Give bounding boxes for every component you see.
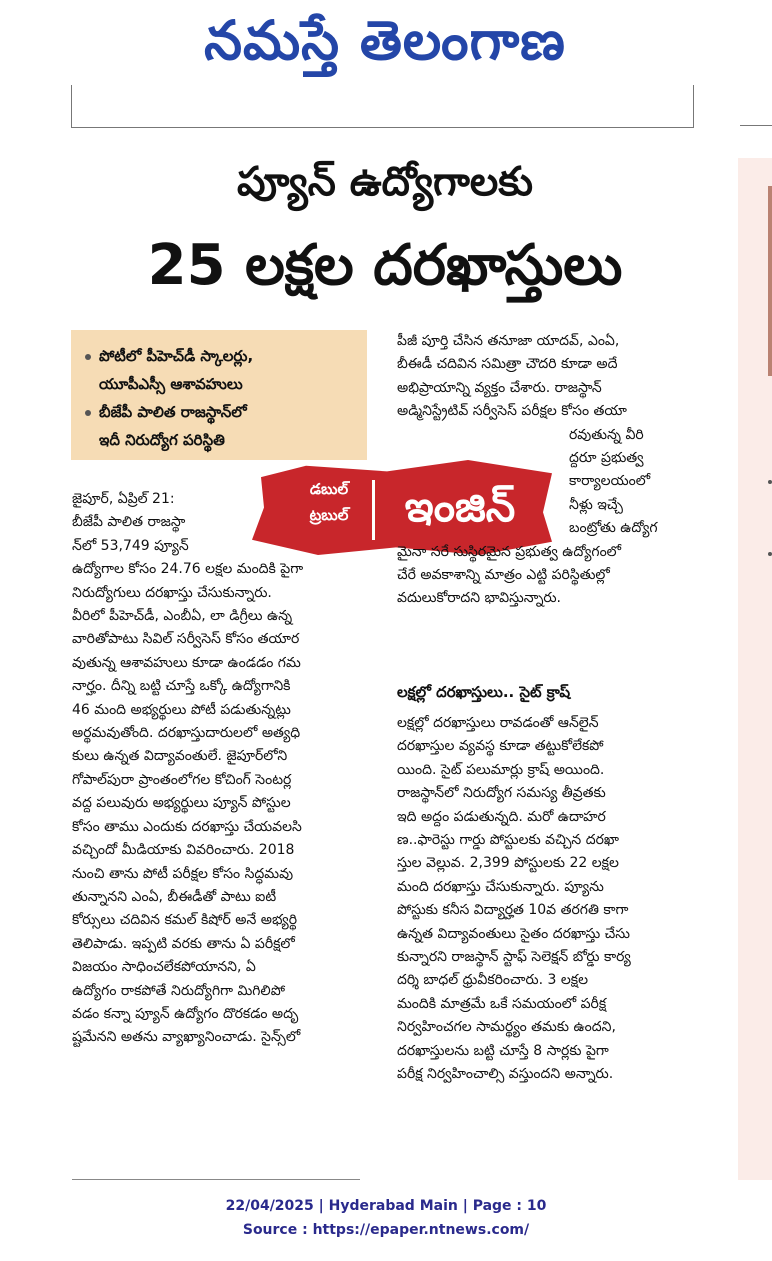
text-line: పోస్టుకు కనీస విద్యార్హత 10వ తరగతి కాగా (397, 902, 629, 919)
text-line: కున్నారని రాజస్థాన్ స్టాఫ్ సెలెక్షన్ బోర్డు కార్య (397, 949, 631, 966)
text-line: వచ్చిందో మీడియాకు వివరించారు. 2018 (72, 842, 295, 859)
text-line: లక్షల్లో దరఖాస్తులు రావడంతో ఆన్‌లైన్ (397, 715, 599, 731)
text-line: రాజస్థాన్‌లో నిరుద్యోగ సమస్య తీవ్రతకు (397, 785, 606, 802)
highlight-item: బీజేపీ పాలిత రాజస్థాన్‌లో ఇదీ నిరుద్యోగ పరిస్థితి (85, 398, 247, 454)
text-line: మందికి మాత్రమే ఒకే సమయంలో పరీక్ష (397, 995, 607, 1012)
footer-source: Source : https://epaper.ntnews.com/ (242, 1222, 530, 1238)
text-line: వద్ద పలువురు అభ్యర్థులు ప్యూన్ పోస్టుల (72, 795, 291, 812)
bullet-icon (85, 354, 91, 360)
text-line: బంట్రోతు ఉద్యోగ (569, 520, 658, 537)
article-column-right-top (397, 330, 697, 611)
article-subhead: లక్షల్లో దరఖాస్తులు.. సైట్ క్రాష్ (397, 683, 571, 701)
text-line: పరీక్ష నిర్వహించాల్సి వస్తుందని అన్నారు. (397, 1066, 614, 1083)
text-line: ఉద్యోగం రాకపోతే నిరుద్యోగిగా మిగిలిపో (72, 982, 285, 999)
text-line: కార్యాలయంలో (569, 473, 651, 490)
side-bullet-icon (768, 480, 772, 484)
text-line: ఉద్యోగాల కోసం 24.76 లక్షల మందికి పైగా (72, 561, 304, 578)
text-line: నుంచి తాను పోటీ పరీక్షల కోసం సిద్ధమవు (72, 865, 294, 882)
footer-date-page: 22/04/2025 | Hyderabad Main | Page : 10 (225, 1198, 547, 1214)
bullet-icon (85, 410, 91, 416)
text-line: మంది దరఖాస్తు చేసుకున్నారు. ప్యూను (397, 878, 604, 895)
text-line: వుతున్న ఆశావహులు కూడా ఉండడం గమ (72, 654, 301, 671)
text-line: ద్దరూ ప్రభుత్వ (569, 450, 644, 467)
headline-line-2: 25 లక్షల దరఖాస్తులు (147, 233, 623, 298)
text-line: బీజేపీ పాలిత రాజస్థా (72, 514, 186, 531)
graphic-caption-small: డబుల్ ట్రబుల్ (309, 480, 349, 524)
article-column-left (72, 488, 362, 1050)
highlights-box (71, 330, 367, 460)
highlight-item: పోటీలో పీహెచ్‌డీ స్కాలర్లు, యూపీఎస్సీ ఆశావహులు (85, 342, 253, 398)
text-line: అర్థమవుతోంది. దరఖాస్తుదారులలో అత్యధి (72, 725, 301, 742)
side-bullet-icon (768, 552, 772, 556)
text-line: గోపాల్‌పురా ప్రాంతంలోగల కోచింగ్ సెంటర్ల (72, 771, 292, 788)
text-line: వారితోపాటు సివిల్ సర్వీసెస్ కోసం తయార (72, 631, 300, 648)
text-line: పీజీ పూర్తి చేసిన తనూజా యాదవ్, ఎంఏ, (397, 333, 620, 349)
masthead-logo: నమస్తే తెలంగాణ (204, 9, 566, 72)
text-line: జైపూర్, ఏప్రిల్ 21: (72, 491, 175, 507)
text-line: తున్నానని ఎంఏ, బీఈడీతో పాటు ఐటీ (72, 888, 277, 905)
text-line: 46 మంది అభ్యర్థులు పోటీ పడుతున్నట్లు (72, 701, 291, 718)
text-line: నార్హం. దీన్ని బట్టి చూస్తే ఒక్కో ఉద్యోగానికి (72, 678, 291, 695)
text-line: తెలిపాడు. ఇప్పటి వరకు తాను ఏ పరీక్షలో (72, 935, 295, 952)
graphic-divider (372, 480, 375, 540)
adjacent-article-strip (738, 158, 772, 1180)
text-line: వీరిలో పీహెచ్‌డీ, ఎంబీఏ, లా డిగ్రీలు ఉన్న (72, 608, 293, 625)
text-line: నిరుద్యోగులు దరఖాస్తు చేసుకున్నారు. (72, 584, 272, 601)
text-line: అభిప్రాయాన్ని వ్యక్తం చేశారు. రాజస్థాన్ (397, 379, 602, 396)
text-line: బీఈడీ చదివిన సమిత్రా చౌదరి కూడా అదే (397, 356, 618, 373)
top-frame (71, 85, 694, 128)
text-line: వడం కన్నా ప్యూన్ ఉద్యోగం దొరకడం అదృ (72, 1005, 299, 1022)
text-line: మైనా సరే సుస్థిరమైన ప్రభుత్వ ఉద్యోగంలో (397, 543, 622, 560)
text-line: నిర్వహించగల సామర్థ్యం తమకు ఉందని, (397, 1019, 616, 1036)
headline-line-1: ప్యూన్ ఉద్యోగాలకు (237, 159, 533, 205)
text-line: దరఖాస్తుల వ్యవస్థ కూడా తట్టుకోలేకపో (397, 738, 604, 755)
side-rule (740, 125, 772, 126)
text-line: ఇది అద్దం పడుతున్నది. మరో ఉదాహర (397, 808, 606, 825)
text-line: రవుతున్న వీరి (569, 426, 644, 443)
text-line: కోసం తాము ఎందుకు దరఖాస్తు చేయవలసి (72, 818, 302, 835)
text-line: అడ్మినిస్ట్రేటివ్ సర్వీసెస్ పరీక్షల కోసం తయా (397, 403, 627, 420)
text-line: చేరే అవకాశాన్ని మాత్రం ఎట్టి పరిస్థితుల్లో (397, 567, 610, 584)
text-line: వదులుకోరాదని భావిస్తున్నారు. (397, 590, 562, 607)
text-line: యింది. సైట్ పలుమార్లు క్రాష్ అయింది. (397, 761, 605, 778)
text-line: ణ..ఫారెస్టు గార్డు పోస్టులకు వచ్చిన దరఖా (397, 832, 619, 849)
text-line: కోర్సులు చదివిన కమల్ కిషోర్ అనే అభ్యర్థి (72, 912, 297, 929)
text-line: నీళ్లు ఇచ్చే (569, 496, 623, 513)
text-line: దరఖాస్తులను బట్టి చూస్తే 8 సార్లకు పైగా (397, 1042, 609, 1059)
text-line: న్‌లో 53,749 ప్యూన్ (72, 537, 189, 554)
text-line: ష్టమేనని అతను వ్యాఖ్యానించాడు. సైన్స్‌లో (72, 1029, 301, 1046)
adjacent-photo-edge (768, 186, 772, 376)
text-line: కులు ఉన్నత విద్యావంతులే. జైపూర్‌లోని (72, 748, 288, 765)
column-end-rule (72, 1179, 360, 1180)
article-column-right-bottom (397, 712, 697, 1087)
text-line: దర్శి బాధల్ ధ్రువీకరించారు. 3 లక్షల (397, 972, 589, 989)
text-line: ఉన్నత విద్యావంతులు సైతం దరఖాస్తు చేసు (397, 925, 630, 942)
graphic-caption-big: ఇంజిన్ (404, 482, 516, 531)
text-line: స్తుల వెల్లువ. 2,399 పోస్టులకు 22 లక్షల (397, 855, 619, 872)
text-line: విజయం సాధించలేకపోయానని, ఏ (72, 959, 256, 976)
